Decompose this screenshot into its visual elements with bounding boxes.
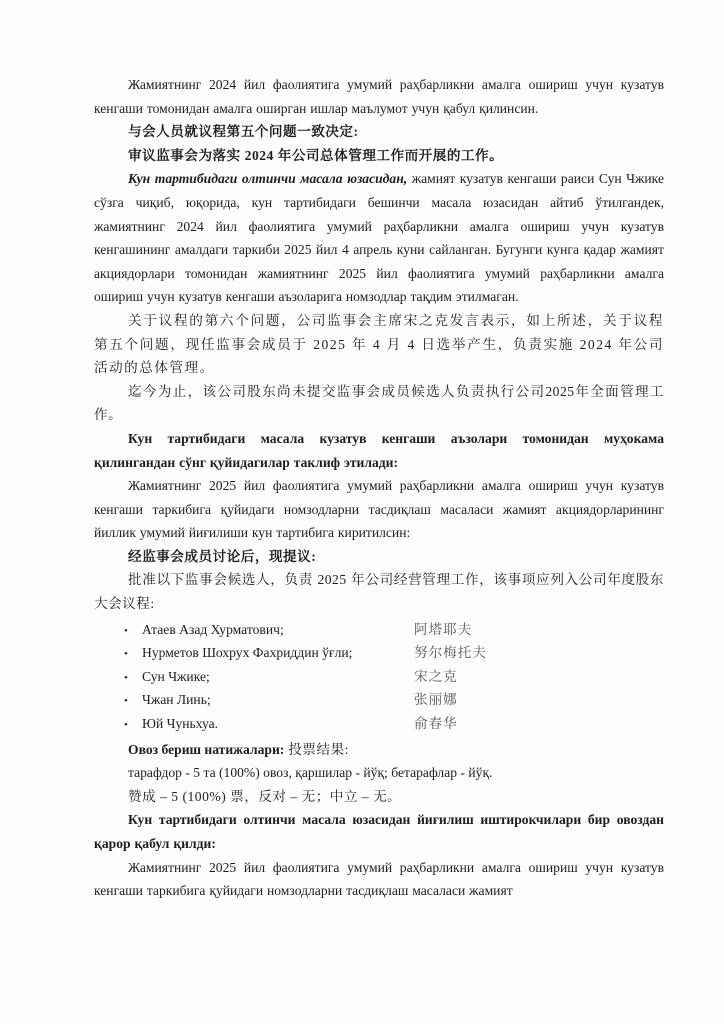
vote-results-cn: 赞成 – 5 (100%) 票，反对 – 无；中立 – 无。	[128, 788, 402, 804]
paragraph-cn-unanimous: 与会人员就议程第五个问题一致决定:	[128, 124, 359, 140]
candidate-name: Нурметов Шохрух Фахриддин ўғли;	[142, 645, 353, 661]
candidate-name-cn: 努尔梅托夫	[414, 645, 487, 661]
sixth-issue-lead: Кун тартибидаги олтинчи масала юзасидан,	[128, 171, 408, 187]
vote-heading-cn: 投票结果:	[284, 741, 349, 757]
candidate-name: Сун Чжике;	[142, 668, 210, 684]
paragraph-cn-sixth-issue: 关于议程的第六个问题，公司监事会主席宋之克发言表示，如上所述，关于议程第五个问题，现任监事会成员于 2025 年 4 月 4 日选举产生，负责实施 2024 年公司活动的总体管理。	[94, 312, 664, 376]
candidate-name-cn: 张丽娜	[414, 692, 458, 708]
paragraph-cn-proposal: 经监事会成员讨论后，现提议:	[128, 548, 317, 564]
decision-body: Жамиятнинг 2025 йил фаолиятига умумий раҳбарликни амалга ошириш учун кузатув кенгаши таркибига қуйидаги номзодларни тасдиқлаш масаласи жамият	[94, 859, 664, 899]
paragraph-sixth-issue	[94, 167, 664, 309]
bullet-icon: •	[124, 648, 128, 661]
paragraph-accept-info: Жамиятнинг 2024 йил фаолиятига умумий раҳбарликни амалга ошириш учун кузатув кенгаши томонидан амалга оширган ишлар маълумот учун қабул қилинсин.	[94, 77, 664, 116]
vote-results-uz: тарафдор - 5 та (100%) овоз, қаршилар - йўқ; бетарафлар - йўқ.	[128, 765, 493, 781]
sixth-issue-text: жамият кузатув кенгаши раиси Сун Чжике сўзга чиқиб, юқорида, кун тартибидаги бешинчи масала юзасидан айтиб ўтилгандек, жамиятнинг 2024 йил фаолиятига умумий раҳбарликни амалга ошириш учун кузатув кенгашининг амалдаги таркиби 2025 йил 4 апрель куни сайланган. Бугунги кунга қадар жамият акциядорлари томонидан жамиятнинг 2025 йил фаолиятига умумий раҳбарликни амалга ошириш учун кузатув кенгаши аъзоларига номзодлар тақдим этилмаган.	[94, 171, 664, 305]
decision-heading: Кун тартибидаги олтинчи масала юзасидан йиғилиш иштирокчилари бир овоздан қарор қабул қилди:	[94, 812, 664, 851]
candidate-name: Чжан Линь;	[142, 692, 211, 708]
paragraph-cn-review: 审议监事会为落实 2024 年公司总体管理工作而开展的工作。	[128, 147, 504, 163]
candidate-name-cn: 阿塔耶夫	[414, 621, 473, 637]
vote-heading: Овоз бериш натижалари:	[128, 741, 285, 757]
paragraph-proposal-heading: Кун тартибидаги масала кузатув кенгаши аъзолари томонидан муҳокама қилингандан сўнг қуйидагилар таклиф этилади:	[94, 430, 664, 470]
list-item	[124, 618, 664, 642]
paragraph-cn-approve: 批准以下监事会候选人，负责 2025 年公司经营管理工作，该事项应列入公司年度股东大会议程:	[94, 572, 664, 612]
candidate-name: Атаев Азад Хурматович;	[142, 621, 284, 637]
list-item	[124, 688, 664, 712]
candidate-list	[94, 618, 664, 736]
bullet-icon: •	[124, 695, 128, 708]
candidate-name-cn: 宋之克	[414, 668, 458, 684]
list-item	[124, 641, 664, 665]
bullet-icon: •	[124, 624, 128, 637]
bullet-icon: •	[124, 719, 128, 732]
candidate-name: Юй Чуньхуа.	[142, 716, 219, 732]
paragraph-cn-no-candidates: 迄今为止，该公司股东尚未提交监事会成员候选人负责执行公司2025年全面管理工作。	[94, 383, 664, 423]
bullet-icon: •	[124, 671, 128, 684]
list-item	[124, 665, 664, 689]
candidate-name-cn: 俞春华	[414, 716, 458, 732]
vote-results-heading	[94, 738, 664, 762]
paragraph-proposal-body: Жамиятнинг 2025 йил фаолиятига умумий раҳбарликни амалга ошириш учун кузатув кенгаши таркибига қуйидаги номзодларни тасдиқлаш масаласи жамият акциядорларининг йиллик умумий йиғилиши кун тартибига киритилсин:	[94, 478, 664, 541]
list-item	[124, 712, 664, 736]
